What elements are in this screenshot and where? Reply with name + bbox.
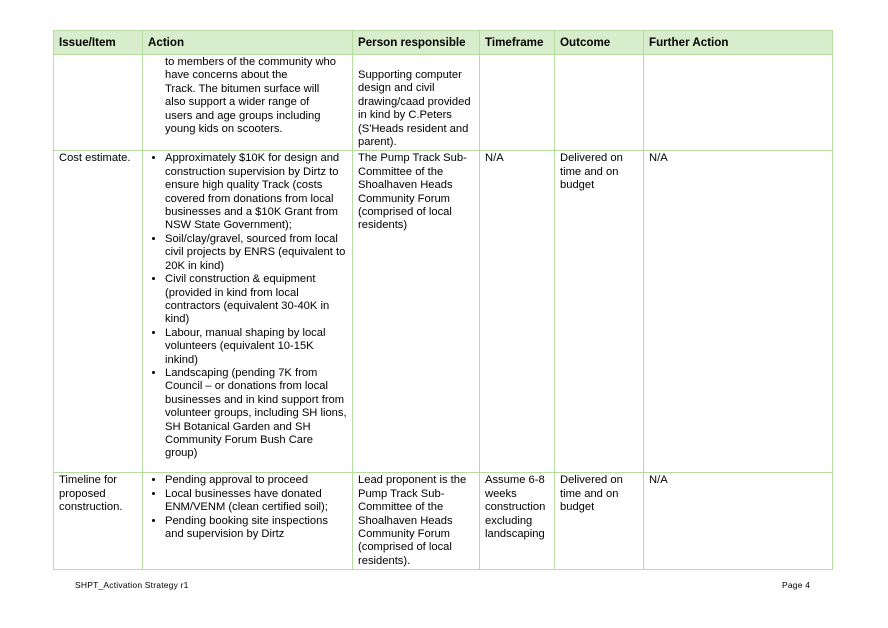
cell-item: Cost estimate.: [54, 151, 143, 473]
table-row: [54, 151, 833, 473]
footer-page-number: Page 4: [782, 580, 811, 590]
list-item: • Civil construction & equipment (provided in kind from local contractors (equivalent 30-40K in kind): [165, 273, 347, 327]
action-line: to members of the community who: [165, 56, 336, 68]
action-line: have concerns about the: [165, 69, 288, 82]
header-further-action: Further Action: [644, 31, 833, 55]
action-line: users and age groups including: [165, 109, 321, 122]
list-item: • Local businesses have donated ENM/VENM (clean certified soil);: [165, 488, 347, 515]
cell-action: [143, 151, 353, 473]
footer-document-name: SHPT_Activation Strategy r1: [75, 580, 189, 590]
cell-person: [353, 55, 480, 151]
list-item: • Landscaping (pending 7K from Council – or donations from local businesses and in kind support from volunteer groups, including SH lions, SH Botanical Garden and SH Community Forum Bush Care group): [165, 367, 347, 461]
cell-action: [143, 473, 353, 570]
action-line: young kids on scooters.: [165, 123, 283, 136]
person-text: Supporting computer design and civil drawing/caad provided in kind by C.Peters (S'Heads resident and parent).: [358, 69, 471, 149]
header-outcome: Outcome: [555, 31, 644, 55]
list-item: • Soil/clay/gravel, sourced from local civil projects by ENRS (equivalent to 20K in kind): [165, 233, 347, 273]
action-bullet-list: [148, 152, 347, 460]
cell-person: The Pump Track Sub-Committee of the Shoalhaven Heads Community Forum (comprised of local residents): [353, 151, 480, 473]
list-item: • Pending booking site inspections and supervision by Dirtz: [165, 515, 347, 542]
table-row: [54, 55, 833, 151]
action-table: [53, 30, 833, 570]
header-timeframe: Timeframe: [480, 31, 555, 55]
cell-further-action: N/A: [644, 151, 833, 473]
table-row: [54, 473, 833, 570]
action-line: also support a wider range of: [165, 96, 310, 109]
action-bullet-list: [148, 474, 347, 541]
list-item: • Pending approval to proceed: [165, 474, 347, 487]
cell-timeframe: [480, 55, 555, 151]
cell-outcome: [555, 55, 644, 151]
cell-timeframe: Assume 6-8 weeks construction excluding landscaping: [480, 473, 555, 570]
cell-outcome: Delivered on time and on budget: [555, 151, 644, 473]
header-action: Action: [143, 31, 353, 55]
table-header-row: [54, 31, 833, 55]
cell-further-action: N/A: [644, 473, 833, 570]
cell-further-action: [644, 55, 833, 151]
list-item: • Labour, manual shaping by local volunteers (equivalent 10-15K inkind): [165, 327, 347, 367]
header-person-responsible: Person responsible: [353, 31, 480, 55]
cell-item: [54, 55, 143, 151]
cell-timeframe: N/A: [480, 151, 555, 473]
cell-outcome: Delivered on time and on budget: [555, 473, 644, 570]
action-line: Track. The bitumen surface will: [165, 82, 320, 95]
list-item: • Approximately $10K for design and construction supervision by Dirtz to ensure high quality Track (costs covered from donations from local businesses and a $10K Grant from NSW State Government);: [165, 152, 347, 232]
action-continuation-text: [148, 56, 347, 136]
cell-person: Lead proponent is the Pump Track Sub-Committee of the Shoalhaven Heads Community Forum (comprised of local residents).: [353, 473, 480, 570]
cell-item: Timeline for proposed construction.: [54, 473, 143, 570]
cell-action: [143, 55, 353, 151]
header-issue-item: Issue/Item: [54, 31, 143, 55]
